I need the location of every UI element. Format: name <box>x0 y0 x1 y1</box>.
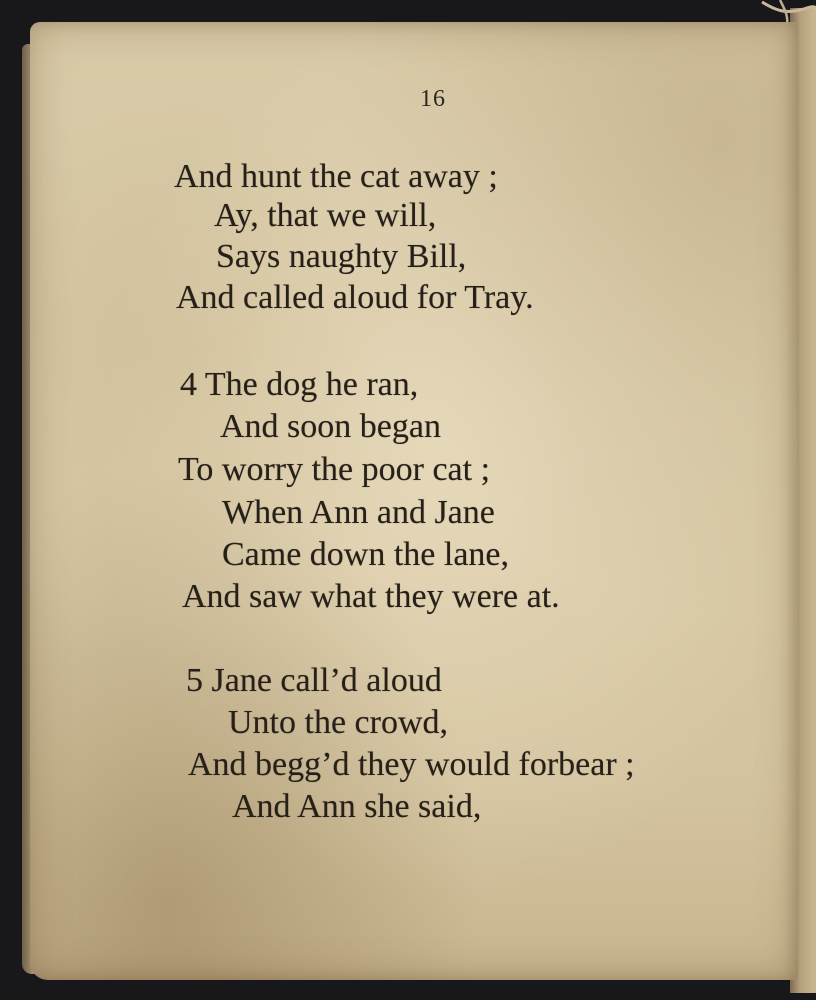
verse-line: And begg’d they would forbear ; <box>188 746 635 783</box>
verse-line: And saw what they were at. <box>182 578 560 615</box>
verse-line: And called aloud for Tray. <box>176 279 534 316</box>
book-page <box>30 22 798 980</box>
verse-line: To worry the poor cat ; <box>178 451 491 488</box>
verse-line: 4 The dog he ran, <box>180 366 419 403</box>
page-number: 16 <box>420 86 446 112</box>
verse-line: Says naughty Bill, <box>216 238 467 275</box>
verse-line: Ay, that we will, <box>214 197 437 234</box>
verse-line: And soon began <box>220 408 441 445</box>
verse-line: When Ann and Jane <box>222 494 495 531</box>
verse-line: And hunt the cat away ; <box>174 158 498 195</box>
verse-line: 5 Jane call’d aloud <box>186 662 442 699</box>
verse-line: Came down the lane, <box>222 536 510 573</box>
verse-line: Unto the crowd, <box>228 704 449 741</box>
verse-line: And Ann she said, <box>232 788 482 825</box>
